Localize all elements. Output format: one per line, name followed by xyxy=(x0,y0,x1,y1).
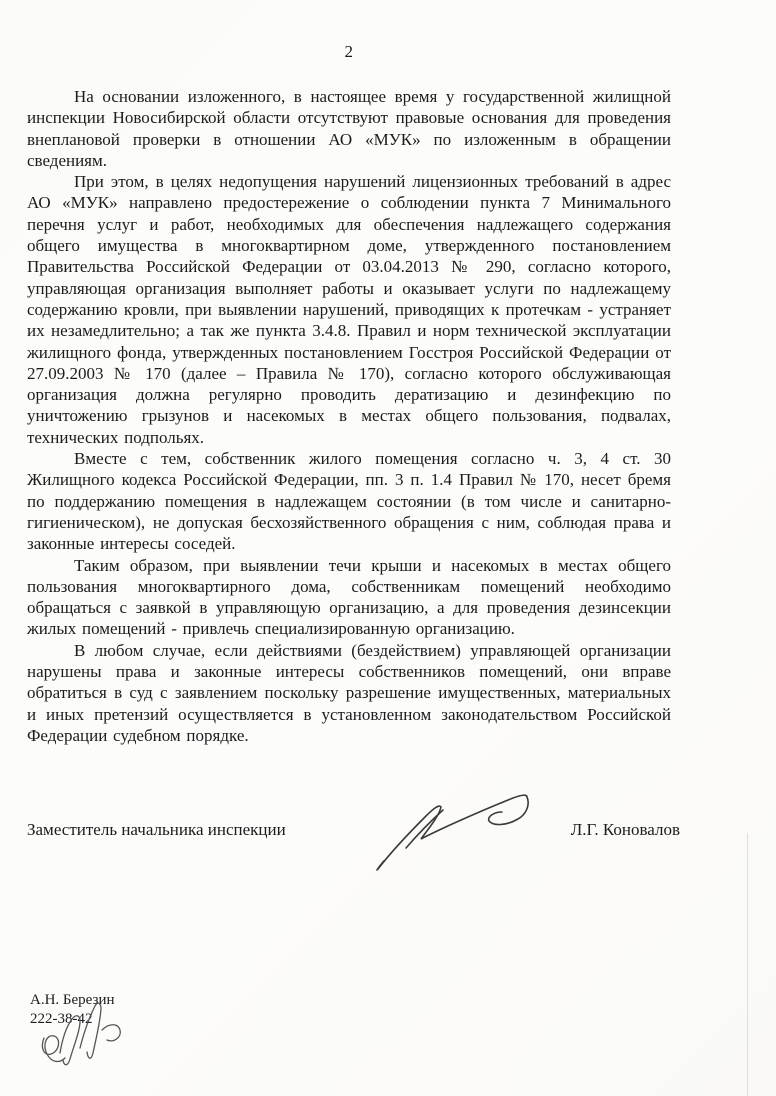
executor-name: А.Н. Березин xyxy=(30,992,115,1008)
executor-phone: 222-38-42 xyxy=(30,1011,93,1027)
body-paragraph: При этом, в целях недопущения нарушений лицензионных требований в адрес АО «МУК» направлено предостережение о соблюдении пункта 7 Минимального перечня услуг и работ, необходимых для обеспечения надлежащего содержания общего имущества в многоквартирном доме, утвержденного постановлением Правительства Российской Федерации от 03.04.2013 № 290, согласно которого, управляющая организация выполняет работы и оказывает услуги по надлежащему содержанию кровли, при выявлении нарушений, приводящих к протечкам - устраняет их незамедлительно; а так же пункта 3.4.8. Правил и норм технической эксплуатации жилищного фонда, утвержденных постановлением Госстроя Российской Федерации от 27.09.2003 № 170 (далее – Правила № 170), согласно которого обслуживающая организация должна регулярно проводить дератизацию и дезинфекцию по уничтожению грызунов и насекомых в местах общего пользования, подвалах, технических подпольях. xyxy=(27,172,671,447)
signatory-name: Л.Г. Коновалов xyxy=(570,820,680,839)
body-paragraph: На основании изложенного, в настоящее время у государственной жилищной инспекции Новосибирской области отсутствуют правовые основания для проведения внеплановой проверки в отношении АО «МУК» по изложенным в обращении сведениям. xyxy=(27,87,671,170)
signature-ink-executor-svg xyxy=(32,998,132,1078)
scan-artifact-line xyxy=(747,833,748,1096)
page-number: 2 xyxy=(344,42,354,61)
body-paragraph: В любом случае, если действиями (бездействием) управляющей организации нарушены права и законные интересы собственников помещений, они вправе обратиться в суд с заявлением поскольку разрешение имущественных, материальных и иных претензий осуществляется в установленном законодательством Российской Федерации судебном порядке. xyxy=(27,640,671,745)
body-paragraph: Таким образом, при выявлении течи крыши и насекомых в местах общего пользования многоквартирного дома, собственникам помещений необходимо обращаться с заявкой в управляющую организацию, а для проведения дезинсекции жилых помещений - привлечь специализированную организацию. xyxy=(27,555,671,639)
signature-ink-main xyxy=(348,768,568,878)
body-paragraph: Вместе с тем, собственник жилого помещения согласно ч. 3, 4 ст. 30 Жилищного кодекса Российской Федерации, пп. 3 п. 1.4 Правил № 170, несет бремя по поддержанию помещения в надлежащем состоянии (в том числе и санитарно-гигиеническом), не допуская бесхозяйственного обращения с ним, соблюдая права и законные интересы соседей. xyxy=(27,449,671,554)
signature-ink-executor xyxy=(32,998,132,1078)
signatory-title: Заместитель начальника инспекции xyxy=(27,820,286,839)
signature-ink-main-svg xyxy=(348,768,568,878)
document-body xyxy=(27,86,671,746)
